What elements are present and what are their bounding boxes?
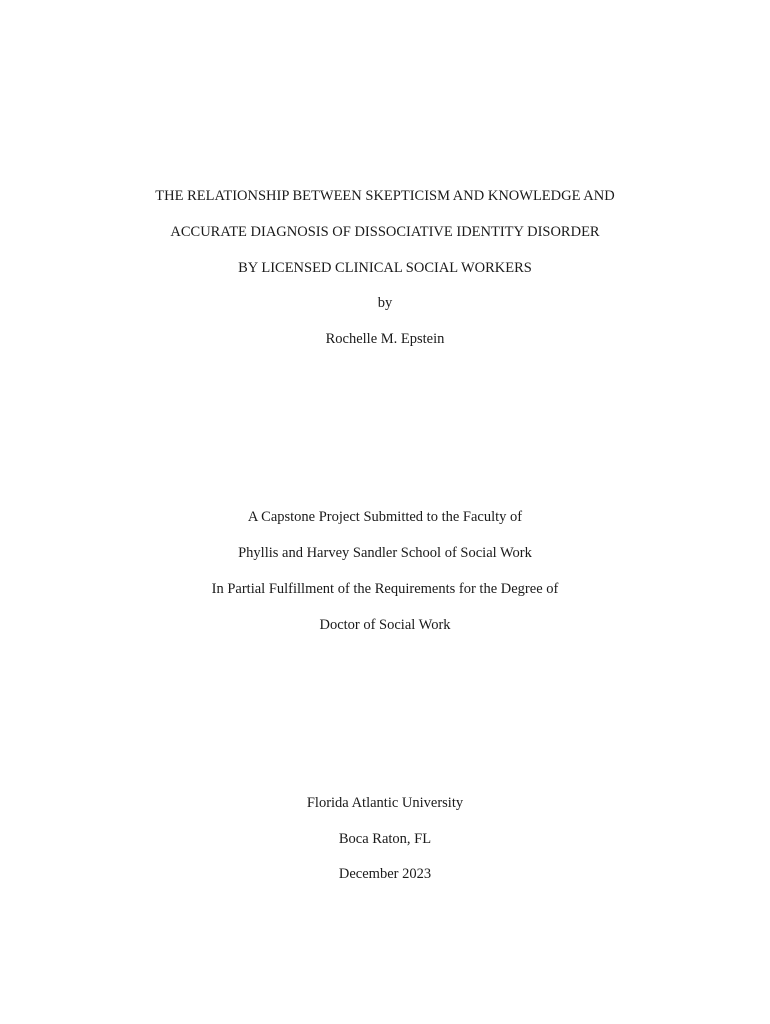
university-name: Florida Atlantic University — [306, 795, 464, 811]
submission-line-2: Phyllis and Harvey Sandler School of Social Work — [238, 545, 532, 561]
submission-line-4: Doctor of Social Work — [319, 617, 451, 633]
title-line-2: ACCURATE DIAGNOSIS OF DISSOCIATIVE IDENTITY DISORDER — [170, 224, 600, 240]
submission-line-3: In Partial Fulfillment of the Requirements for the Degree of — [211, 581, 559, 597]
submission-line-1: A Capstone Project Submitted to the Faculty of — [247, 509, 523, 525]
author-name: Rochelle M. Epstein — [325, 331, 445, 347]
submission-date: December 2023 — [338, 866, 432, 882]
title-line-1: THE RELATIONSHIP BETWEEN SKEPTICISM AND KNOWLEDGE AND — [155, 188, 615, 204]
title-line-3: BY LICENSED CLINICAL SOCIAL WORKERS — [238, 260, 532, 276]
university-location: Boca Raton, FL — [338, 831, 432, 847]
by-line: by — [377, 295, 393, 311]
